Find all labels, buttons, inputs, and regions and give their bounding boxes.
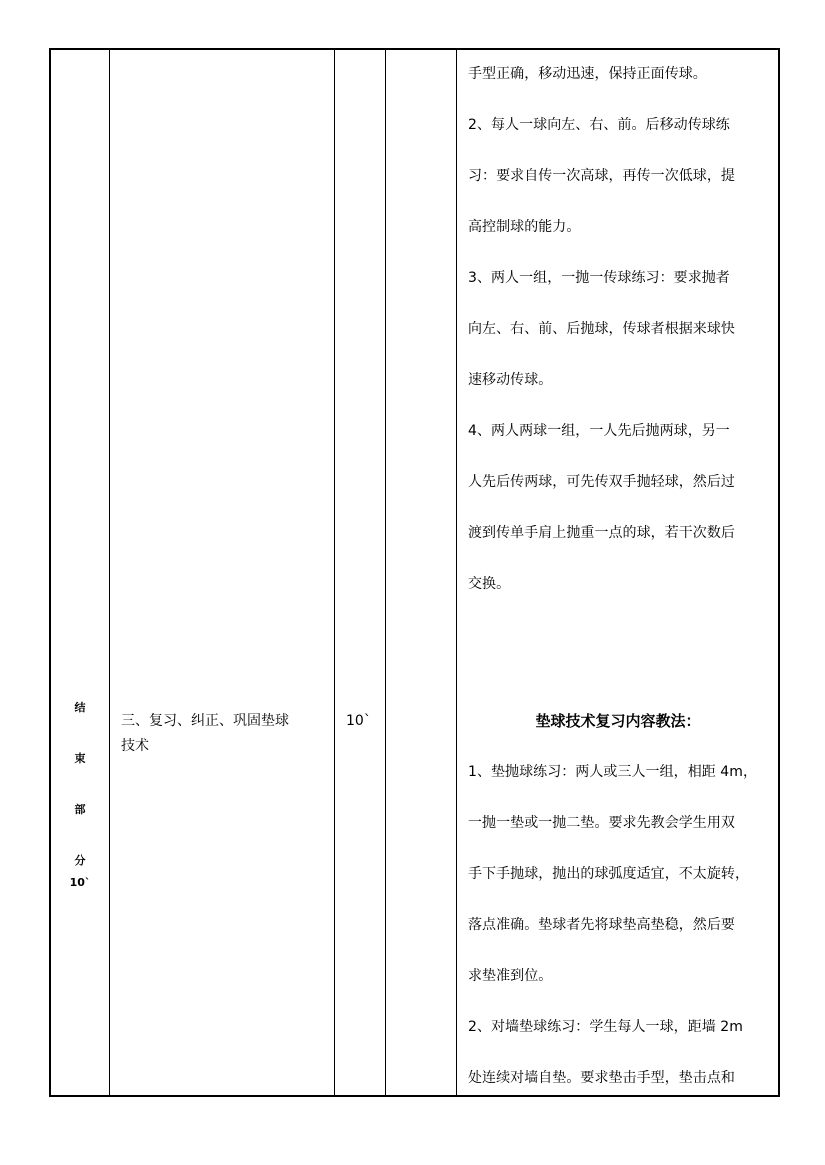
- method-line: 渡到传单手肩上抛重一点的球，若干次数后: [468, 525, 735, 541]
- section-char-3: 部: [74, 803, 86, 816]
- method-line: 2、对墙垫球练习：学生每人一球，距墙 2m: [468, 1019, 743, 1035]
- method-line: 处连续对墙自垫。要求垫击手型，垫击点和: [468, 1070, 735, 1086]
- section-char-1: 结: [74, 701, 86, 714]
- table-border-top: [49, 48, 780, 50]
- method-line: 2、每人一球向左、右、前。后移动传球练: [468, 117, 730, 133]
- section-char-4: 分: [74, 854, 86, 867]
- content-line-2: 技术: [121, 738, 149, 754]
- time-value: 10`: [346, 713, 371, 729]
- method-heading: 垫球技术复习内容教法：: [535, 712, 701, 730]
- table-border-left: [49, 48, 51, 1097]
- method-line: 求垫准到位。: [468, 968, 553, 984]
- method-line: 落点准确。垫球者先将球垫高垫稳，然后要: [468, 917, 735, 933]
- method-line: 一抛一垫或一抛二垫。要求先教会学生用双: [468, 815, 735, 831]
- column-divider-3: [385, 48, 386, 1097]
- column-divider-4: [456, 48, 457, 1097]
- method-line: 速移动传球。: [468, 372, 553, 388]
- column-divider-2: [334, 48, 335, 1097]
- method-line: 交换。: [468, 576, 511, 592]
- method-line: 3、两人一组，一抛一传球练习：要求抛者: [468, 270, 730, 286]
- method-line: 手下手抛球，抛出的球弧度适宜，不太旋转，: [468, 866, 749, 882]
- section-char-5: 10`: [69, 876, 91, 889]
- method-line: 4、两人两球一组，一人先后抛两球，另一: [468, 423, 730, 439]
- method-line: 1、垫抛球练习：两人或三人一组，相距 4m，: [468, 764, 758, 780]
- content-line-1: 三、复习、纠正、巩固垫球: [121, 713, 289, 729]
- section-char-2: 束: [74, 752, 86, 765]
- method-line: 手型正确，移动迅速，保持正面传球。: [468, 66, 707, 82]
- method-line: 高控制球的能力。: [468, 219, 581, 235]
- method-line: 向左、右、前、后抛球，传球者根据来球快: [468, 321, 735, 337]
- table-border-bottom: [49, 1095, 780, 1097]
- method-line: 人先后传两球，可先传双手抛轻球，然后过: [468, 474, 735, 490]
- method-line: 习：要求自传一次高球，再传一次低球，提: [468, 168, 735, 184]
- table-border-right: [778, 48, 780, 1097]
- column-divider-1: [109, 48, 110, 1097]
